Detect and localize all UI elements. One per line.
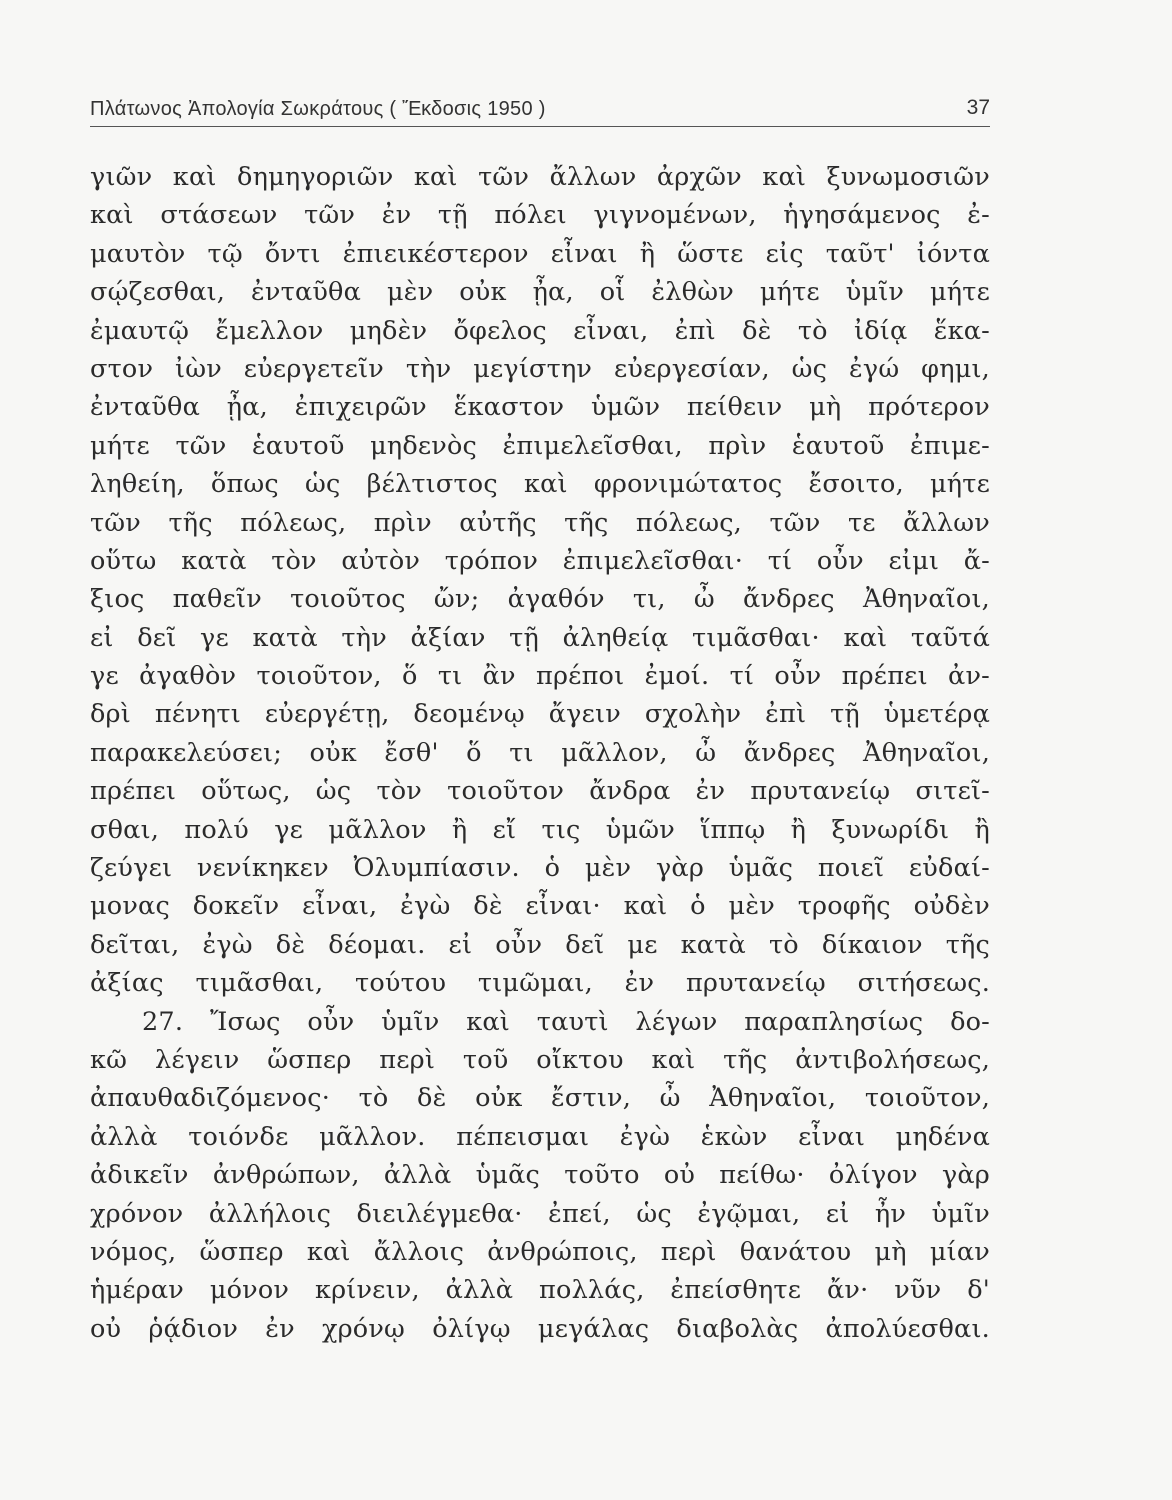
text-line: ἐμαυτῷ ἔμελλον μηδὲν ὄφελος εἶναι, ἐπὶ δὲ τὸ ἰδίᾳ ἕκα- (90, 315, 990, 346)
body-text (90, 158, 990, 1348)
text-line: νόμος, ὥσπερ καὶ ἄλλοις ἀνθρώποις, περὶ θανάτου μὴ μίαν (90, 1236, 990, 1267)
text-line: μονας δοκεῖν εἶναι, ἐγὼ δὲ εἶναι· καὶ ὁ μὲν τροφῆς οὐδὲν (90, 891, 990, 922)
text-line: τῶν τῆς πόλεως, πρὶν αὐτῆς τῆς πόλεως, τῶν τε ἄλλων (90, 507, 990, 538)
text-line: δρὶ πένητι εὐεργέτῃ, δεομένῳ ἄγειν σχολὴν ἐπὶ τῇ ὑμετέρᾳ (90, 699, 990, 730)
text-line: ἐνταῦθα ᾖα, ἐπιχειρῶν ἕκαστον ὑμῶν πείθειν μὴ πρότερον (90, 392, 990, 423)
text-line: στον ἰὼν εὐεργετεῖν τὴν μεγίστην εὐεργεσίαν, ὡς ἐγώ φημι, (90, 353, 990, 384)
text-line: σθαι, πολύ γε μᾶλλον ἢ εἴ τις ὑμῶν ἵππῳ ἢ ξυνωρίδι ἢ (90, 814, 990, 845)
text-line: μαυτὸν τῷ ὄντι ἐπιεικέστερον εἶναι ἢ ὥστε εἰς ταῦτ' ἰόντα (90, 238, 990, 269)
text-line: σῴζεσθαι, ἐνταῦθα μὲν οὐκ ᾖα, οἷ ἐλθὼν μήτε ὑμῖν μήτε (90, 277, 990, 308)
text-line: ἀξίας τιμᾶσθαι, τούτου τιμῶμαι, ἐν πρυτανείῳ σιτήσεως. (90, 968, 990, 999)
text-line: ἡμέραν μόνον κρίνειν, ἀλλὰ πολλάς, ἐπείσθητε ἄν· νῦν δ' (90, 1275, 990, 1306)
running-head (90, 96, 990, 127)
text-line: παρακελεύσει; οὐκ ἔσθ' ὅ τι μᾶλλον, ὦ ἄνδρες Ἀθηναῖοι, (90, 737, 990, 768)
text-line: κῶ λέγειν ὥσπερ περὶ τοῦ οἴκτου καὶ τῆς ἀντιβολήσεως, (90, 1044, 990, 1075)
text-line: ἀπαυθαδιζόμενος· τὸ δὲ οὐκ ἔστιν, ὦ Ἀθηναῖοι, τοιοῦτον, (90, 1083, 990, 1114)
text-line: εἰ δεῖ γε κατὰ τὴν ἀξίαν τῇ ἀληθείᾳ τιμᾶσθαι· καὶ ταῦτά (90, 622, 990, 653)
text-line: ληθείη, ὅπως ὡς βέλτιστος καὶ φρονιμώτατος ἔσοιτο, μήτε (90, 469, 990, 500)
page-number: 37 (966, 96, 990, 119)
section-27-start: 27. Ἴσως οὖν ὑμῖν καὶ ταυτὶ λέγων παραπλησίως δο- (142, 1006, 990, 1037)
text-line: χρόνον ἀλλήλοις διειλέγμεθα· ἐπεί, ὡς ἐγῷμαι, εἰ ἦν ὑμῖν (90, 1198, 990, 1229)
text-line: δεῖται, ἐγὼ δὲ δέομαι. εἰ οὖν δεῖ με κατὰ τὸ δίκαιον τῆς (90, 929, 990, 960)
text-line: μήτε τῶν ἑαυτοῦ μηδενὸς ἐπιμελεῖσθαι, πρὶν ἑαυτοῦ ἐπιμε- (90, 430, 990, 461)
text-line: οὐ ῥᾴδιον ἐν χρόνῳ ὀλίγῳ μεγάλας διαβολὰς ἀπολύεσθαι. (90, 1313, 990, 1344)
text-line: καὶ στάσεων τῶν ἐν τῇ πόλει γιγνομένων, ἡγησάμενος ἐ- (90, 200, 990, 231)
text-line: γε ἀγαθὸν τοιοῦτον, ὅ τι ἂν πρέποι ἐμοί. τί οὖν πρέπει ἀν- (90, 661, 990, 692)
text-line: γιῶν καὶ δημηγοριῶν καὶ τῶν ἄλλων ἀρχῶν καὶ ξυνωμοσιῶν (90, 162, 990, 192)
text-line: ξιος παθεῖν τοιοῦτος ὤν; ἀγαθόν τι, ὦ ἄνδρες Ἀθηναῖοι, (90, 584, 990, 615)
text-line: ζεύγει νενίκηκεν Ὀλυμπίασιν. ὁ μὲν γὰρ ὑμᾶς ποιεῖ εὐδαί- (90, 853, 990, 884)
text-line: ἀδικεῖν ἀνθρώπων, ἀλλὰ ὑμᾶς τοῦτο οὐ πείθω· ὀλίγον γὰρ (90, 1160, 990, 1191)
text-line: πρέπει οὕτως, ὡς τὸν τοιοῦτον ἄνδρα ἐν πρυτανείῳ σιτεῖ- (90, 776, 990, 807)
text-line: οὕτω κατὰ τὸν αὐτὸν τρόπον ἐπιμελεῖσθαι· τί οὖν εἰμι ἄ- (90, 545, 990, 576)
text-line: ἀλλὰ τοιόνδε μᾶλλον. πέπεισμαι ἐγὼ ἑκὼν εἶναι μηδένα (90, 1121, 990, 1152)
running-title: Πλάτωνος Ἀπολογία Σωκράτους ( Ἔκδοσις 1950 ) (90, 98, 546, 120)
